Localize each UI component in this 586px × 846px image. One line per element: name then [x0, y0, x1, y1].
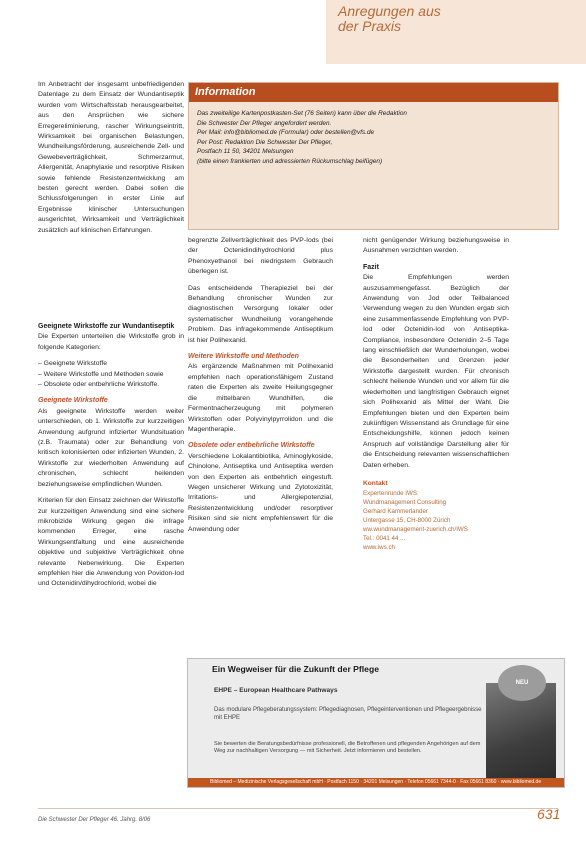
paragraph: Als geeignete Wirkstoffe werden weiter unterschieden, ob 1. Wirkstoffe zur kurzzeitigen Anwendung aufgrund infizierter Wundsituation (z.B. Traumata) oder zur Behandlung von kritisch kolonisierten oder infizierten Wunden, 2. Wirkstoffe zur wiederholten Anwendung auf chronischen, schlecht heilenden beziehungsweise empfindlichen Wunden. [38, 407, 184, 488]
information-heading: Information [189, 83, 558, 102]
contact-line: Expertenrunde IWS: [363, 490, 419, 498]
ad-subtitle-2: Das modulare Pflegeberatungssystem: Pflegediagnosen, Pflegeinterventionen und Pflegeergebnisse mit EHPE [214, 707, 482, 721]
heading-obsolete-wirkstoffe: Obsolete oder entbehrliche Wirkstoffe [188, 442, 315, 450]
contact-line: Untergasse 15, CH-8000 Zürich [363, 517, 451, 525]
ad-text: Sie bewerten die Beratungsbedürfnisse professionell, die Betroffenen und pflegenden Angehörigen auf dem Weg zur nachhaltigen Versorgung — mit Sicherheit. Jetzt informieren und bestellen. [214, 741, 481, 754]
paragraph: Das entscheidende Therapieziel bei der Behandlung chronischer Wunden zur diagnostischen Versorgung lokaler oder systematischer Wundheilung vorangehende Problem. Das infragekommende Antiseptikum ist hier Polihexanid. [188, 284, 333, 344]
journal-reference: Die Schwester Der Pfleger 46. Jahrg. 8/06 [38, 817, 151, 823]
information-line: Das zweiteilige Kartenpostkasten-Set (76 Seiten) kann über die Redaktion [197, 110, 407, 117]
paragraph: Verschiedene Lokalantibiotika, Aminoglykoside, Chinolone, Antiseptika und Antiseptika werden von den Experten als entbehrlich eingestuft. Wegen unsicherer Wirkung und Zytotoxizität, Irritations- und Allergiepotenzial, Resistenzentwicklung und/oder resorptiver Risiken sind sie nicht empfehlenswert für die Anwendung oder [188, 452, 333, 533]
contact-link[interactable]: www.iws.ch [363, 544, 395, 552]
contact-heading: Kontakt [363, 479, 388, 487]
column-2 [188, 236, 333, 541]
paragraph: Kriterien für den Einsatz zeichnen der Wirkstoffe zur kurzzeitigen Anwendung sind eine sichere mikrobizide Wirkung gegen die infrage kommenden Erreger, eine rasche Wirkungsentfaltung und eine ausreichende objektive und subjektive Verträglichkeit ohne relevante Nebenwirkung. Die Experten empfehlen hier die Anwendung von Povidon-Iod und Octenidin/dihydrochlorid, wobei die [38, 497, 184, 588]
intro-paragraph: Im Anbetracht der insgesamt unbefriedigenden Datenlage zu dem Einsatz der Wundantiseptik wurden vom Wirtschaftsstab herausgearbeitet, aus den Ansprüchen wie sichere Erregereliminierung, rascher Wirkungseintritt, Wirksamkeit bei organischen Belastungen, Wundheilungsförderung, ausreichende Zell- und Gewebeverträglichkeit, Schmerzarmut, Allergenität, Anaphylaxie und resorptive Risiken sowie fehlende Resistenzentwicklung am besten gerecht werden. Dabei sollen die Schlussfolgerungen in erster Linie auf Ergebnisse klinischer Untersuchungen ausgerichtet, Wirksamkeit und Verträglichkeit zusätzlich auf klinischen Erfahrungen. [38, 81, 184, 234]
list-item: – Geeignete Wirkstoffe [46, 359, 184, 369]
new-badge: NEU [498, 665, 546, 701]
list-item: – Obsolete oder entbehrliche Wirkstoffe. [46, 380, 184, 390]
footer-rule [38, 808, 558, 809]
information-line: Postfach 11 50, 34201 Melsungen [197, 148, 294, 156]
section-title-line2: der Praxis [338, 18, 402, 34]
information-box [188, 82, 559, 230]
contact-line: ww.wundmanagement-zuerich.ch/IWS [363, 526, 468, 534]
information-line: Per Post: Redaktion Die Schwester Der Pfleger, [197, 138, 333, 146]
ad-footer-bar: Bibliomed – Medizinische Verlagsgesellschaft mbH · Postfach 1150 · 34201 Melsungen · Telefon 05661 7344-0 · Fax 05661 8360 · www.bibliomed.de [188, 778, 564, 787]
advertisement [187, 658, 565, 788]
paragraph: nicht genügender Wirkung beziehungsweise in Ausnahmen verzichten werden. [363, 237, 509, 255]
heading-weitere-wirkstoffe: Weitere Wirkstoffe und Methoden [188, 353, 299, 361]
column-1 [38, 320, 184, 596]
contact-block [363, 489, 509, 552]
category-list [38, 359, 184, 390]
information-line: Die Schwester Der Pfleger angefordert werden. [197, 119, 332, 127]
paragraph: begrenzte Zellverträglichkeit des PVP-Iods (bei der Octenidindihydrochlorid plus Phenoxyethanol bei niedrigstem Gebrauch überlegen ist. [188, 237, 333, 276]
column-3 [363, 236, 509, 552]
paragraph: Die Empfehlungen werden auszusammengefasst. Bezüglich der Anwendung von Jod oder Teilbalanced Verwendung wegen zu den Wunden ergab sich eine zusammenfassende Empfehlung von PVP-Iod oder Octenidin-Iod von Antiseptika-Compliance, insbesondere Octenidin 2–5 Tage lang einschließlich der Wunderholungen, wobei die Besonderheiten und Grenzen jeder Wirkstoffe dargestellt wurden. Für chronisch schlecht heilende Wunden und vor allem für die wiederholten und langfristigen Gebrauch eignet sich Polihexanid als Mittel der Wahl. Die Empfehlungen bieten und den Experten beim zukünftigen Wissenstand als Grundlage für eine Entscheidungshilfe, können jedoch keinen Anspruch auf vollständige Darstellung aller für die Entscheidung relevanten wissenschaftlichen Daten erheben. [363, 274, 509, 469]
ad-title: Ein Wegweiser für die Zukunft der Pflege [212, 664, 379, 674]
ad-subtitle: EHPE – European Healthcare Pathways [214, 687, 338, 694]
information-lines [197, 109, 552, 167]
column-1-intro [38, 80, 184, 242]
information-line: Per Mail: info@bibliomed.de (Formular) oder bestellen@vfs.de [197, 129, 375, 137]
section-title-line1: Anregungen aus [338, 3, 441, 19]
paragraph: Als ergänzende Maßnahmen mit Polihexanid empfehlen nach operationsfähigem Zustand raten die Experten als zweite Heilungsgegner die mittelbaren Wundhilfen, die Fermentnacherzeugung mit polymeren Wirkstoffen oder Polyvinylpyrrolidon und die Magentherapie. [188, 363, 333, 433]
section-title [338, 4, 578, 34]
page-number: 631 [537, 806, 561, 822]
contact-line: Tel.: 0041 44 ... [363, 535, 406, 543]
heading-geeignete-wirkstoffe: Geeignete Wirkstoffe [38, 397, 108, 405]
contact-line: Wundmanagement Consulting [363, 499, 447, 507]
heading-fazit: Fazit [363, 263, 379, 271]
list-item: – Weitere Wirkstoffe und Methoden sowie [46, 370, 184, 380]
information-line: (bitte einen frankierten und adressierten Rückumschlag beifügen) [197, 157, 383, 165]
heading-geeignete-wirkstoffe-wundantiseptik: Geeignete Wirkstoffe zur Wundantiseptik [38, 323, 175, 330]
contact-line: Gerhard Kammerlander [363, 508, 428, 516]
paragraph: Die Experten unterteilen die Wirkstoffe grob in folgende Kategorien: [38, 333, 184, 351]
